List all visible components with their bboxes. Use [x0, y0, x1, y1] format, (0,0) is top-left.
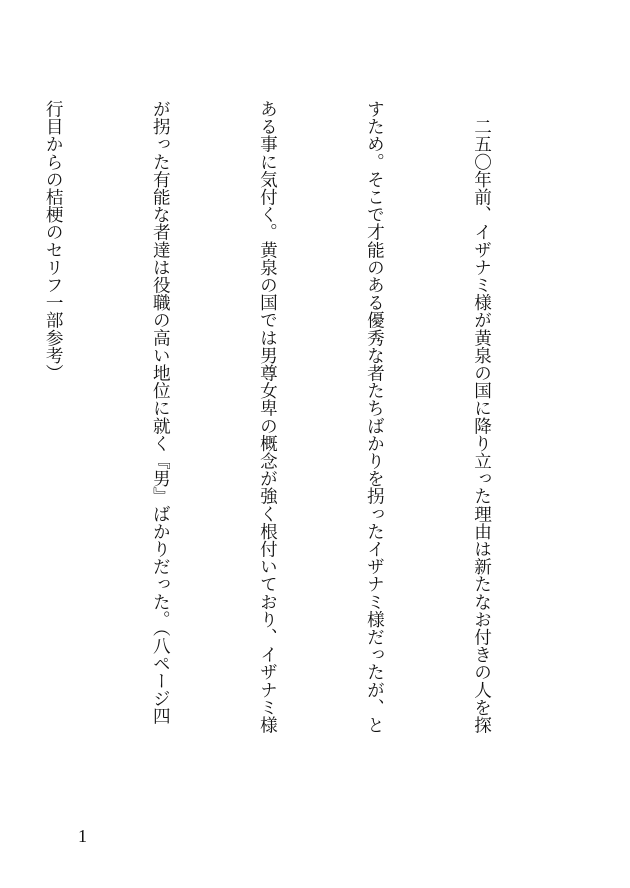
text-line: 行目からの桔梗のセリフ一部参考） — [43, 100, 64, 382]
page-number: 1 — [78, 826, 87, 846]
text-line: が拐った有能な者達は役職の高い地位に就く『男』ばかりだった。（八ページ四 — [150, 100, 171, 725]
text-line: 二五〇年前、イザナミ様が黄泉の国に降り立った理由は新たなお付きの人を探 — [471, 100, 492, 734]
text-line: すため。そこで才能のある優秀な者たちばかりを拐ったイザナミ様だったが、と — [364, 100, 385, 734]
vertical-text-body — [43, 100, 570, 780]
text-line: ある事に気付く。黄泉の国では男尊女卑の概念が強く根付いており、イザナミ様 — [257, 100, 278, 734]
